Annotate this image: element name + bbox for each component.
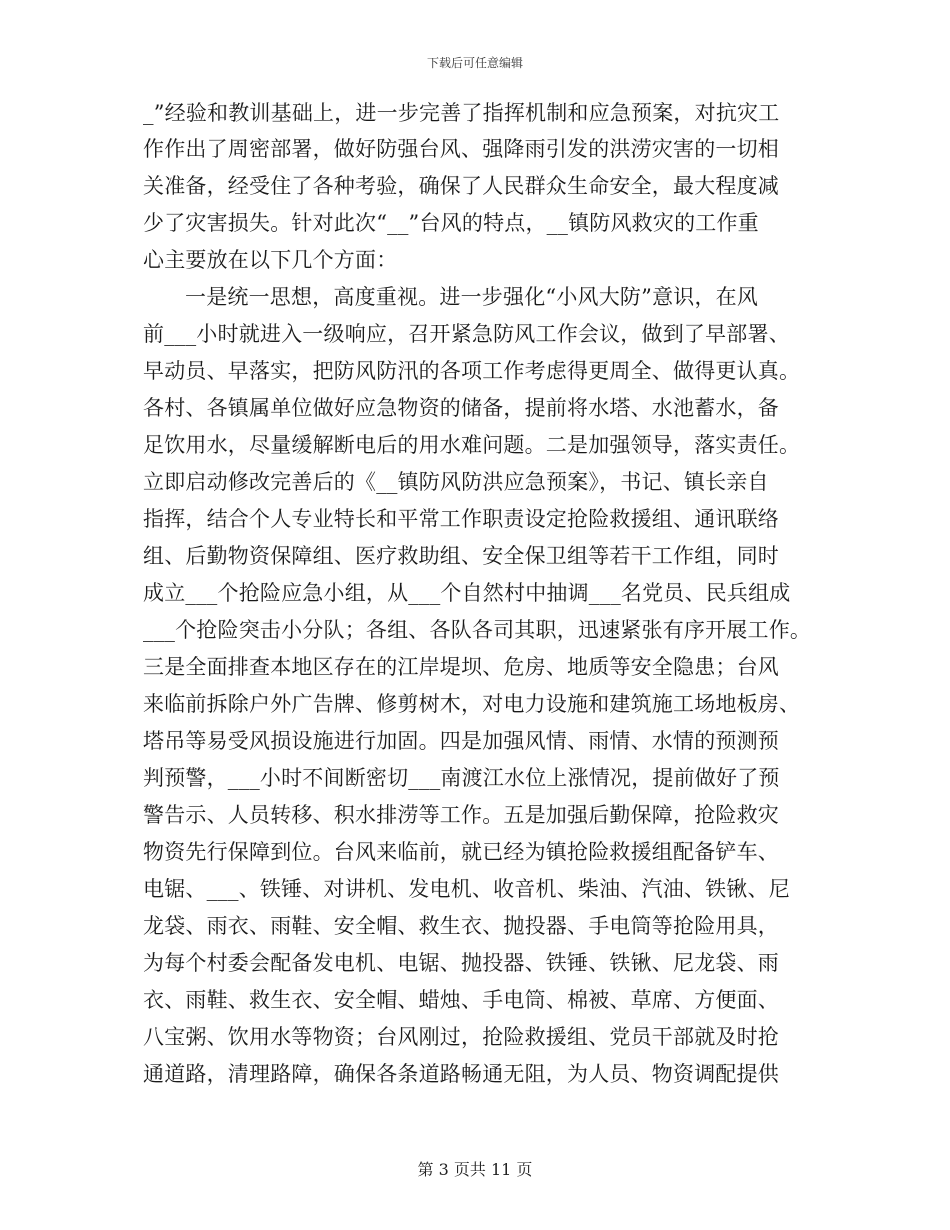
text-line: 龙袋、雨衣、雨鞋、安全帽、救生衣、抛投器、手电筒等抢险用具，: [143, 914, 779, 938]
text-line: 早动员、早落实，把防风防汛的各项工作考虑得更周全、做得更认真。: [143, 359, 801, 383]
text-line: 成立___个抢险应急小组，从___个自然村中抽调___名党员、民兵组成: [143, 581, 791, 605]
page-header: 下载后可任意编辑: [426, 56, 523, 70]
text-line: 警告示、人员转移、积水排涝等工作。五是加强后勤保障，抢险救灾: [143, 803, 779, 827]
text-line: 来临前拆除户外广告牌、修剪树木，对电力设施和建筑施工场地板房、: [143, 692, 801, 716]
text-line: 通道路，清理路障，确保各条道路畅通无阻，为人员、物资调配提供: [143, 1062, 779, 1086]
text-line: _”经验和教训基础上，进一步完善了指挥机制和应急预案，对抗灾工: [143, 101, 780, 125]
text-line: 八宝粥、饮用水等物资；台风刚过，抢险救援组、党员干部就及时抢: [143, 1025, 779, 1049]
text-line: 少了灾害损失。针对此次“__”台风的特点，__镇防风救灾的工作重: [143, 211, 759, 235]
text-line: ___个抢险突击小分队；各组、各队各司其职，迅速紧张有序开展工作。: [143, 618, 812, 642]
text-line: 判预警，___小时不间断密切___南渡江水位上涨情况，提前做好了预: [143, 766, 780, 790]
text-line: 塔吊等易受风损设施进行加固。四是加强风情、雨情、水情的预测预: [143, 729, 779, 753]
text-line: 作作出了周密部署，做好防强台风、强降雨引发的洪涝灾害的一切相: [143, 137, 779, 161]
text-line: 三是全面排查本地区存在的江岸堤坝、危房、地质等安全隐患；台风: [143, 655, 779, 679]
text-line: 足饮用水，尽量缓解断电后的用水难问题。二是加强领导，落实责任。: [143, 433, 801, 457]
text-line: 一是统一思想，高度重视。进一步强化“小风大防”意识，在风: [185, 285, 759, 309]
text-line: 指挥，结合个人专业特长和平常工作职责设定抢险救援组、通讯联络: [143, 507, 779, 531]
text-line: 衣、雨鞋、救生衣、安全帽、蜡烛、手电筒、棉被、草席、方便面、: [143, 988, 779, 1012]
text-line: 各村、各镇属单位做好应急物资的储备，提前将水塔、水池蓄水，备: [143, 396, 779, 420]
text-line: 为每个村委会配备发电机、电锯、抛投器、铁锤、铁锹、尼龙袋、雨: [143, 951, 779, 975]
text-line: 电锯、___、铁锤、对讲机、发电机、收音机、柴油、汽油、铁锹、尼: [143, 877, 790, 901]
text-line: 物资先行保障到位。台风来临前，就已经为镇抢险救援组配备铲车、: [143, 840, 779, 864]
text-line: 立即启动修改完善后的《__镇防风防洪应急预案》，书记、镇长亲自: [143, 470, 769, 494]
text-line: 心主要放在以下几个方面：: [143, 248, 398, 272]
text-line: 关准备，经受住了各种考验，确保了人民群众生命安全，最大程度减: [143, 174, 779, 198]
text-line: 前___小时就进入一级响应，召开紧急防风工作会议，做到了早部署、: [143, 322, 790, 346]
text-line: 组、后勤物资保障组、医疗救助组、安全保卫组等若干工作组，同时: [143, 544, 779, 568]
page-footer: 第 3 页共 11 页: [417, 1160, 533, 1179]
